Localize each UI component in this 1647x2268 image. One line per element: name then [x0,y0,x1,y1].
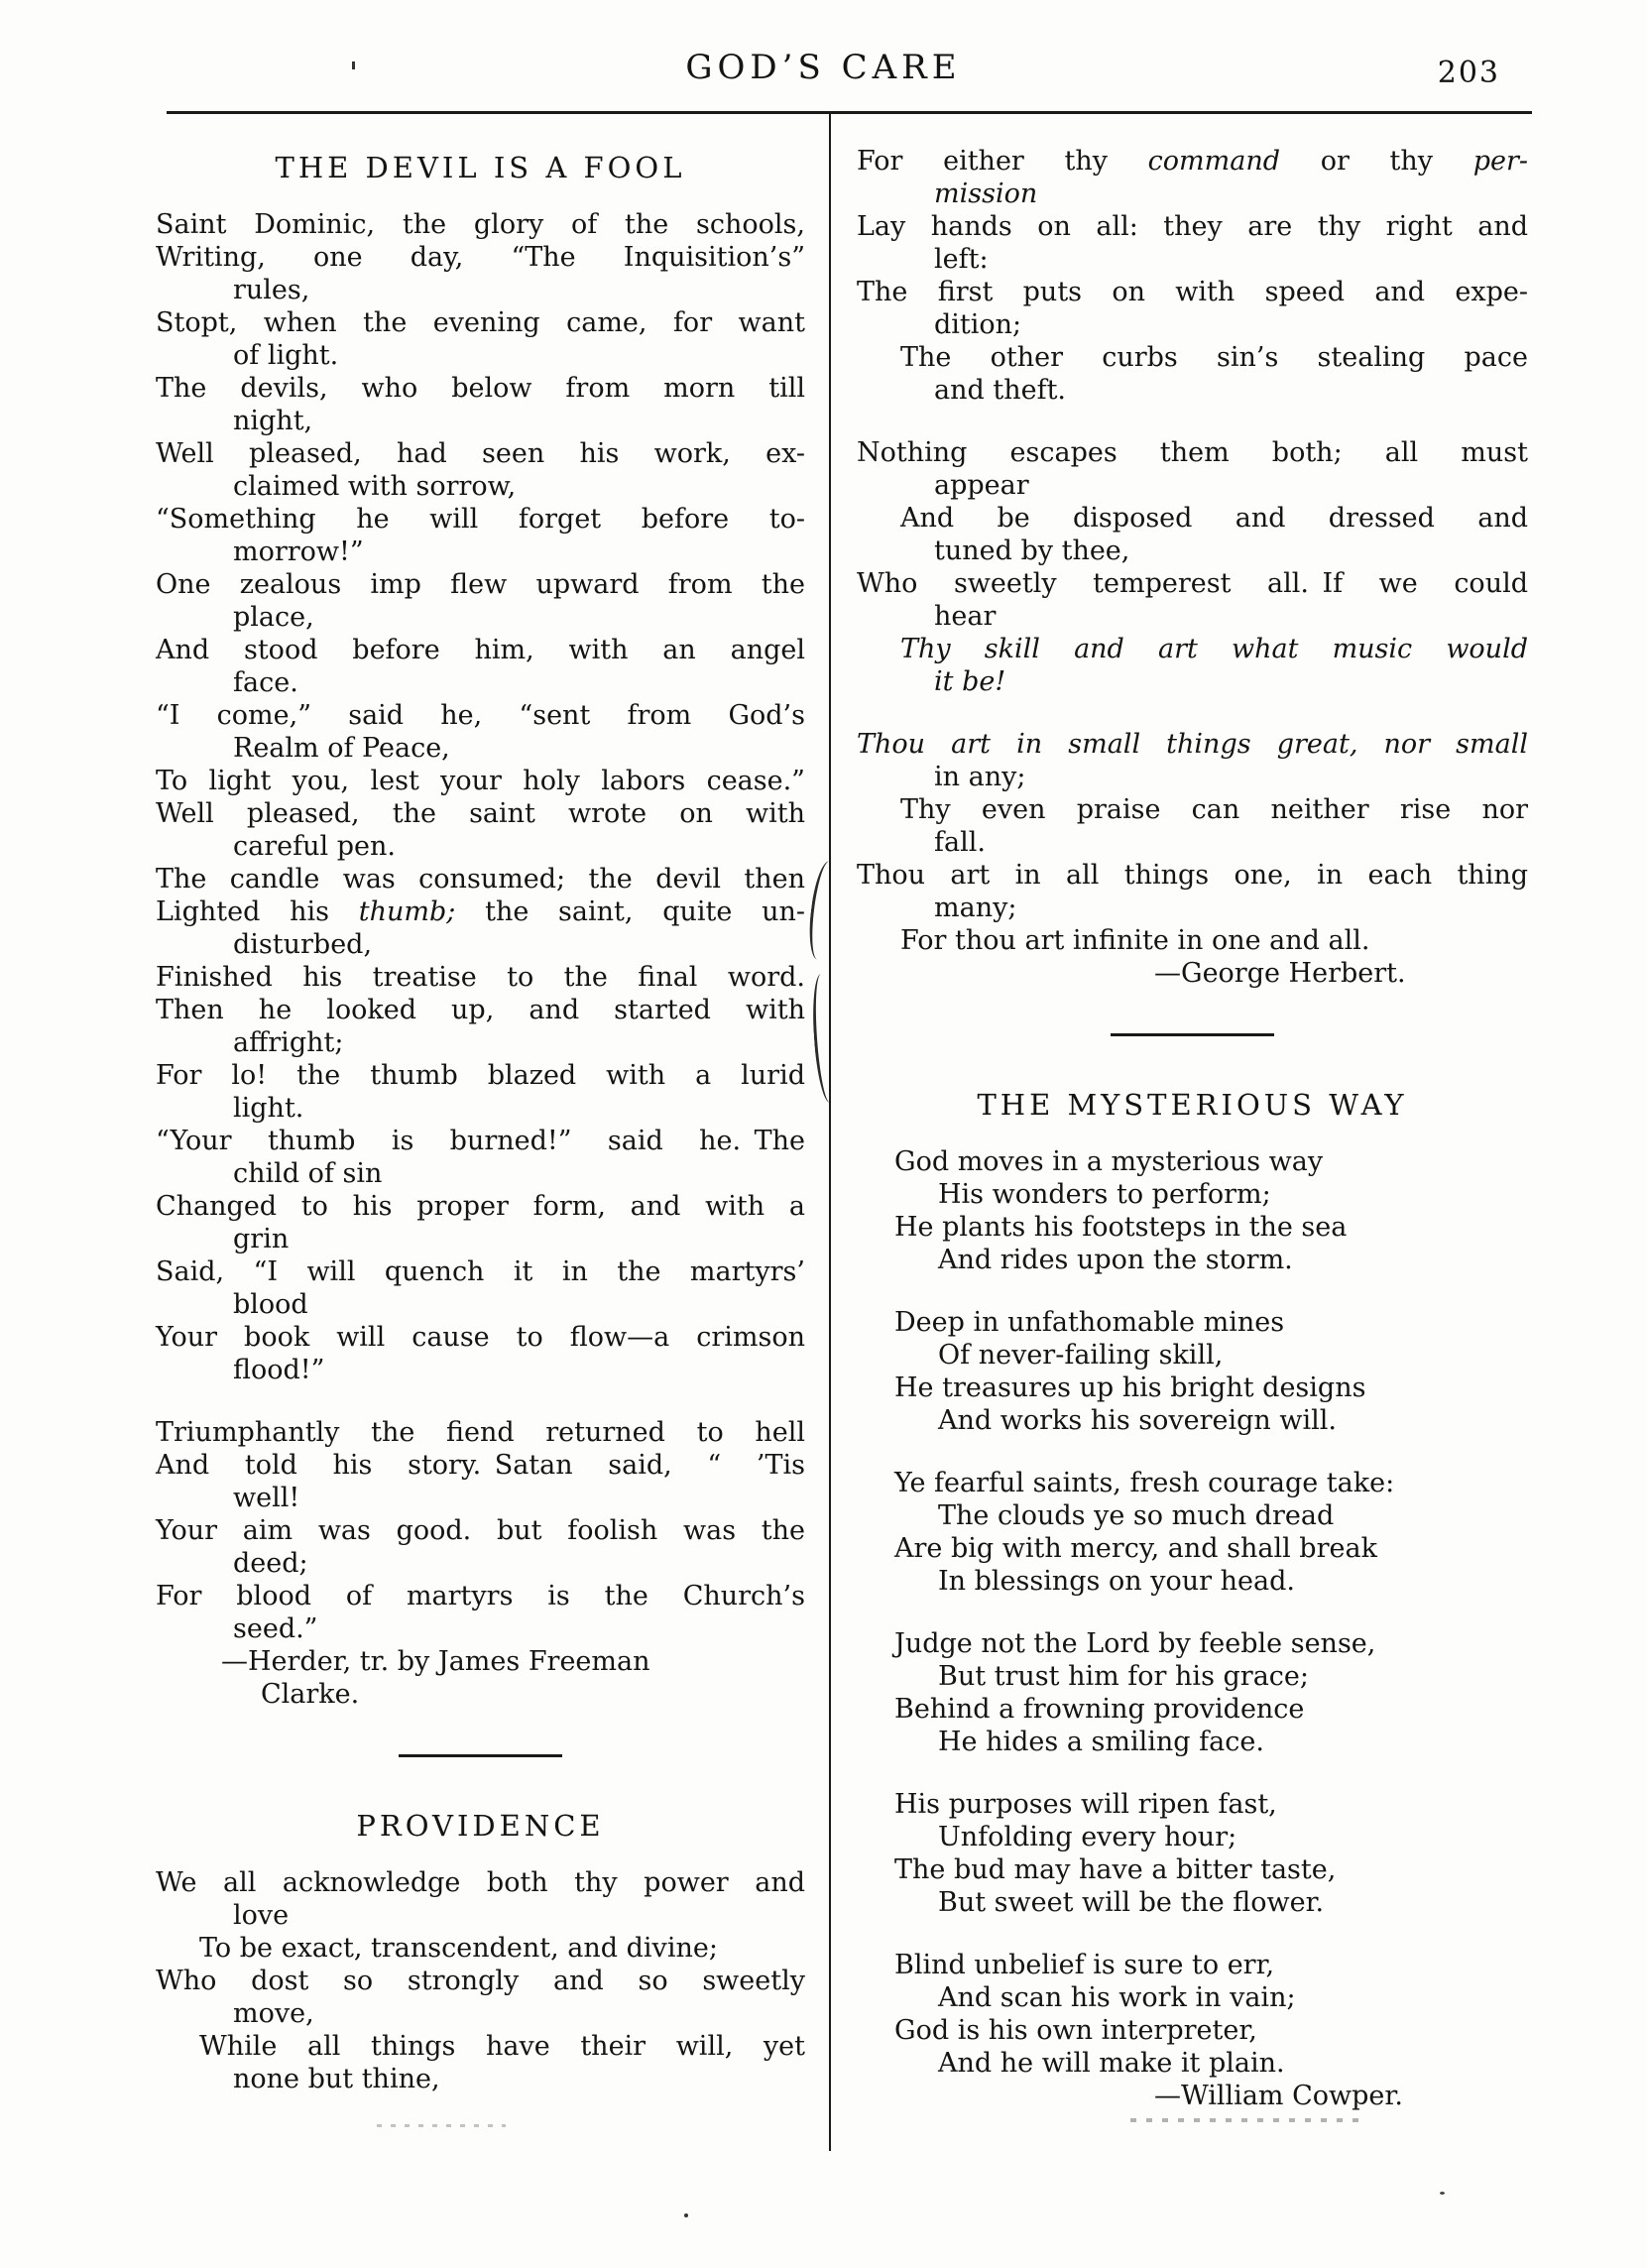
poem-line: Judge not the Lord by feeble sense, [894,1628,1376,1659]
poem-line: “Your thumb is burned!” said he. The [156,1126,805,1156]
poem-line: Unfolding every hour; [938,1822,1237,1852]
poem-section [857,145,1528,990]
poem-line: Thou art in all things one, in each thing [857,860,1528,891]
poem-title: THE MYSTERIOUS WAY [977,1088,1408,1122]
scan-speck [352,61,355,69]
section-divider [1111,1033,1274,1036]
poem-line: To be exact, transcendent, and divine; [199,1933,718,1964]
stanza [894,1627,1528,1758]
poem-line: The devils, who below from morn till [156,373,805,404]
scan-smudge [377,2124,506,2127]
poem-line: careful pen. [233,831,396,862]
text: or thy [1280,146,1473,177]
poem-line: claimed with sorrow, [233,471,517,502]
poem-line: In blessings on your head. [938,1566,1295,1597]
poem-line: The other curbs sin’s stealing pace [900,342,1528,373]
scan-artifact-arc [805,860,842,961]
poem-line: child of sin [233,1158,383,1189]
poem-line [857,145,1528,178]
scan-smudge [1130,2118,1358,2122]
poem-line: For thou art infinite in one and all. [900,925,1370,956]
column-divider-rule [829,113,831,2151]
poem-line: Writing, one day, “The Inquisition’s” [156,242,805,273]
poem-line: light. [233,1093,304,1124]
scan-artifact-arc [809,973,841,1103]
poem-line: God is his own interpreter, [894,2015,1257,2046]
poem-line: affright; [233,1027,344,1058]
poem-line: flood!” [233,1355,325,1385]
poem-section [156,1754,805,2095]
poem-line: mission [934,179,1038,209]
poem-line: Stopt, when the evening came, for want [156,307,805,338]
poem-line: Finished his treatise to the final word. [156,962,805,993]
poem-line: He plants his footsteps in the sea [894,1212,1348,1243]
poem-line: dition; [934,309,1022,340]
stanza [156,1416,805,1711]
stanza [894,1306,1528,1437]
poem-section [857,1033,1528,2112]
poem-line: Your aim was good. but foolish was the [156,1515,805,1546]
poem-line: it be! [934,666,1006,697]
poem-line: And rides upon the storm. [938,1245,1293,1275]
poem-line: move, [233,1998,314,2029]
poem-line: Lay hands on all: they are thy right and [857,211,1528,242]
poem-line: But sweet will be the flower. [938,1887,1325,1918]
poem-line: deed; [233,1548,308,1579]
stanza [857,728,1528,990]
poem-line: Who dost so strongly and so sweetly [156,1966,805,1996]
poem-line: Ye fearful saints, fresh courage take: [894,1468,1395,1498]
poem-line: And stood before him, with an angel [156,635,805,665]
italic-text: thumb; [358,896,456,927]
scan-speck [1440,2192,1445,2195]
left-column [156,145,805,2095]
poem-line [156,895,805,928]
poem-line: appear [934,470,1029,501]
poem-line: But trust him for his grace; [938,1661,1309,1692]
poem-line: tuned by thee, [934,536,1130,566]
poem-line: Triumphantly the fiend returned to hell [156,1417,805,1448]
section-divider [399,1754,562,1757]
poem-line: Said, “I will quench it in the martyrs’ [156,1256,805,1287]
italic-text: command [1147,146,1281,177]
poem-line: His wonders to perform; [938,1179,1271,1210]
poem-line: night, [233,406,313,436]
poem-line: Who sweetly temperest all. If we could [857,568,1528,599]
poem-line: hear [934,601,997,632]
poem-line: And told his story. Satan said, “ ’Tis [156,1450,805,1481]
poem-line: well! [233,1483,300,1513]
poem-line: And be disposed and dressed and [900,503,1528,534]
poem-line: He hides a smiling face. [938,1727,1264,1757]
poem-line: “I come,” said he, “sent from God’s [156,700,805,731]
stanza [894,1145,1528,1276]
scan-speck [684,2213,688,2217]
poem-line: place, [233,602,314,633]
poem-line: “Something he will forget before to- [156,504,805,535]
stanza [894,1949,1528,2112]
stanza [156,1866,805,2095]
poem-line: Thy even praise can neither rise nor [900,794,1528,825]
text: For either thy [857,146,1148,177]
poem-line: of light. [233,340,339,371]
poem-title: PROVIDENCE [356,1809,605,1843]
poem-line: Saint Dominic, the glory of the schools, [156,209,805,240]
poem-line: disturbed, [233,929,373,960]
poem-line: Then he looked up, and started with [156,995,805,1025]
poem-line: The candle was consumed; the devil then [156,864,805,895]
running-head-title: GOD’S CARE [685,48,962,87]
poem-line: While all things have their will, yet [199,2031,805,2062]
poem-line: One zealous imp flew upward from the [156,569,805,600]
attribution-line: —William Cowper. [1154,2081,1403,2111]
stanza [894,1467,1528,1598]
poem-line: And scan his work in vain; [938,1982,1296,2013]
poem-line: The bud may have a bitter taste, [894,1854,1337,1885]
stanza [156,208,805,1386]
attribution-line: —George Herbert. [1154,958,1406,989]
poem-line: To light you, lest your holy labors cease.” [156,766,805,796]
poem-line: Blind unbelief is sure to err, [894,1950,1275,1980]
poem-line: morrow!” [233,537,364,567]
poem-line: love [233,1900,290,1931]
poem-line: Of never-failing skill, [938,1340,1224,1371]
poem-line: Well pleased, the saint wrote on with [156,798,805,829]
poem-line: many; [934,893,1017,923]
poem-line: face. [233,667,298,698]
poem-line: seed.” [233,1613,318,1644]
poem-line: Realm of Peace, [233,733,450,764]
stanza [857,145,1528,407]
poem-line: none but thine, [233,2064,440,2094]
text: Lighted his [156,896,359,927]
stanza [857,436,1528,698]
text: the saint, quite un- [455,896,805,927]
poem-line: For blood of martyrs is the Church’s [156,1581,805,1611]
poem-line: Changed to his proper form, and with a [156,1191,805,1222]
poem-line: fall. [934,827,986,858]
poem-line: Nothing escapes them both; all must [857,437,1528,468]
poem-line: and theft. [934,375,1066,406]
poem-line: Deep in unfathomable mines [894,1307,1285,1338]
poem-line: We all acknowledge both thy power and [156,1867,805,1898]
poem-section [156,151,805,1711]
poem-line: And he will make it plain. [938,2048,1285,2079]
attribution-line: —Herder, tr. by James Freeman [221,1646,650,1677]
page-number: 203 [1437,56,1500,90]
poem-title: THE DEVIL IS A FOOL [275,151,686,184]
poem-line: Are big with mercy, and shall break [894,1533,1377,1564]
poem-line: Behind a frowning providence [894,1694,1305,1725]
poem-line: grin [233,1224,290,1254]
poem-line: The clouds ye so much dread [938,1500,1335,1531]
poem-line: His purposes will ripen fast, [894,1789,1277,1820]
poem-line: in any; [934,762,1026,792]
stanza [894,1788,1528,1919]
poem-line: Thou art in small things great, nor small [857,729,1528,760]
poem-line: God moves in a mysterious way [894,1146,1324,1177]
italic-text: per- [1472,146,1528,177]
attribution-line: Clarke. [261,1679,360,1710]
poem-line: rules, [233,275,310,305]
poem-line: For lo! the thumb blazed with a lurid [156,1060,805,1091]
poem-line: The first puts on with speed and expe- [857,277,1528,307]
header-rule [167,111,1532,114]
poem-line: He treasures up his bright designs [894,1373,1366,1403]
poem-line: Thy skill and art what music would [900,634,1528,664]
poem-line: Your book will cause to flow—a crimson [156,1322,805,1353]
poem-line: And works his sovereign will. [938,1405,1338,1436]
running-head [0,48,1647,103]
right-column [857,145,1528,2112]
poem-line: Well pleased, had seen his work, ex- [156,438,805,469]
poem-line: blood [233,1289,308,1320]
poem-line: left: [934,244,989,275]
